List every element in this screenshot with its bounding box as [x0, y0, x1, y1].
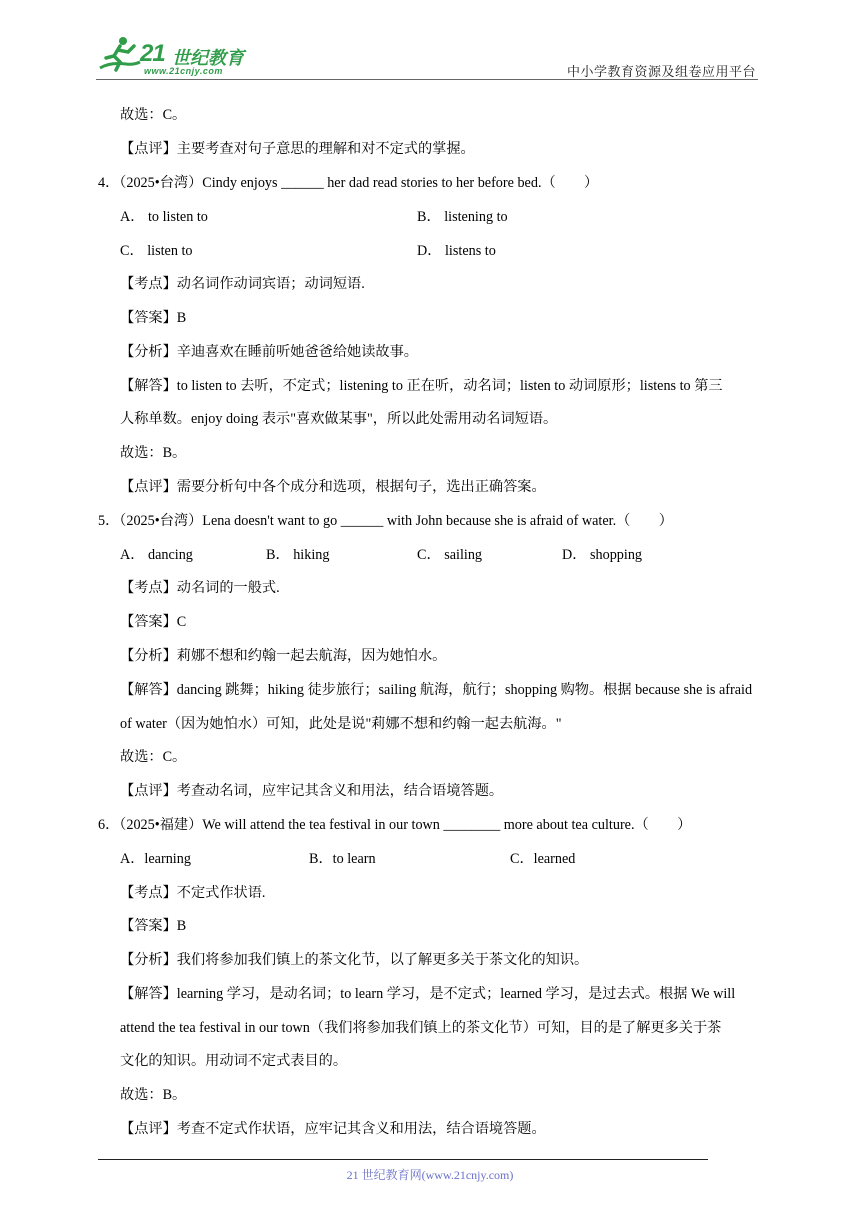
question-4-stem: 4．（2025•台湾）Cindy enjoys ______ her dad read stories to her before bed.（ ） [98, 175, 599, 191]
prev-choice-line: 故选：C。 [120, 107, 187, 123]
question-5-choice: 故选：C。 [120, 749, 187, 765]
footer-divider [98, 1159, 708, 1160]
question-6-analysis: 【分析】我们将参加我们镇上的茶文化节，以了解更多关于茶文化的知识。 [120, 952, 589, 968]
logo-number: 21 [140, 40, 165, 67]
site-logo [96, 34, 266, 78]
question-5-solution-cont: of water（因为她怕水）可知，此处是说"莉娜不想和约翰一起去航海。" [120, 716, 562, 732]
header-divider [96, 79, 758, 80]
question-5-option-c: C． sailing [417, 547, 483, 563]
question-4-answer: 【答案】B [120, 310, 187, 326]
question-4-solution: 【解答】to listen to 去听，不定式；listening to 正在听，动名词；listen to 动词原形；listens to 第三 [120, 378, 723, 394]
question-5-solution: 【解答】dancing 跳舞；hiking 徒步旅行；sailing 航海，航行；shopping 购物。根据 because she is afraid [120, 682, 753, 698]
question-5-review: 【点评】考查动名词，应牢记其含义和用法，结合语境答题。 [120, 783, 504, 799]
question-4-option-a: A． to listen to [120, 209, 208, 225]
question-6-stem: 6．（2025•福建）We will attend the tea festival in our town ________ more about tea culture.（ ） [98, 817, 692, 833]
question-6-solution: 【解答】learning 学习，是动名词；to learn 学习，是不定式；learned 学习，是过去式。根据 We will [120, 986, 736, 1002]
question-4-option-b: B． listening to [417, 209, 508, 225]
question-6-point: 【考点】不定式作状语. [120, 885, 266, 901]
question-4-review: 【点评】需要分析句中各个成分和选项，根据句子，选出正确答案。 [120, 479, 546, 495]
question-4-analysis: 【分析】辛迪喜欢在睡前听她爸爸给她读故事。 [120, 344, 418, 360]
question-6-choice: 故选：B。 [120, 1087, 187, 1103]
logo-text: 世纪教育 [172, 48, 244, 69]
question-4-option-d: D． listens to [417, 243, 496, 259]
question-6-solution-cont-2: 文化的知识。用动词不定式表目的。 [120, 1053, 348, 1069]
question-6-option-c: C．learned [510, 851, 576, 867]
question-6-answer: 【答案】B [120, 918, 187, 934]
header-slogan: 中小学教育资源及组卷应用平台 [566, 65, 756, 80]
question-6-option-b: B．to learn [309, 851, 376, 867]
question-4-choice: 故选：B。 [120, 445, 187, 461]
question-5-option-b: B． hiking [266, 547, 330, 563]
question-4-option-c: C． listen to [120, 243, 193, 259]
question-5-answer: 【答案】C [120, 614, 187, 630]
logo-url: www.21cnjy.com [144, 66, 223, 76]
prev-review-line: 【点评】主要考查对句子意思的理解和对不定式的掌握。 [120, 141, 475, 157]
question-4-solution-cont: 人称单数。enjoy doing 表示"喜欢做某事"，所以此处需用动名词短语。 [120, 411, 558, 427]
question-5-point: 【考点】动名词的一般式. [120, 580, 280, 596]
question-5-option-a: A． dancing [120, 547, 193, 563]
page-header [96, 34, 758, 78]
question-5-option-d: D． shopping [562, 547, 643, 563]
question-6-review: 【点评】考查不定式作状语，应牢记其含义和用法，结合语境答题。 [120, 1121, 546, 1137]
question-5-analysis: 【分析】莉娜不想和约翰一起去航海，因为她怕水。 [120, 648, 447, 664]
question-5-stem: 5．（2025•台湾）Lena doesn't want to go ______ with John because she is afraid of water.（ ） [98, 513, 673, 529]
question-6-option-a: A．learning [120, 851, 191, 867]
runner-logo-icon [96, 34, 142, 76]
page-footer[interactable]: 21 世纪教育网(www.21cnjy.com) [346, 1168, 514, 1182]
question-4-point: 【考点】动名词作动词宾语；动词短语. [120, 276, 365, 292]
question-6-solution-cont: attend the tea festival in our town（我们将参加我们镇上的茶文化节）可知，目的是了解更多关于茶 [120, 1020, 722, 1036]
